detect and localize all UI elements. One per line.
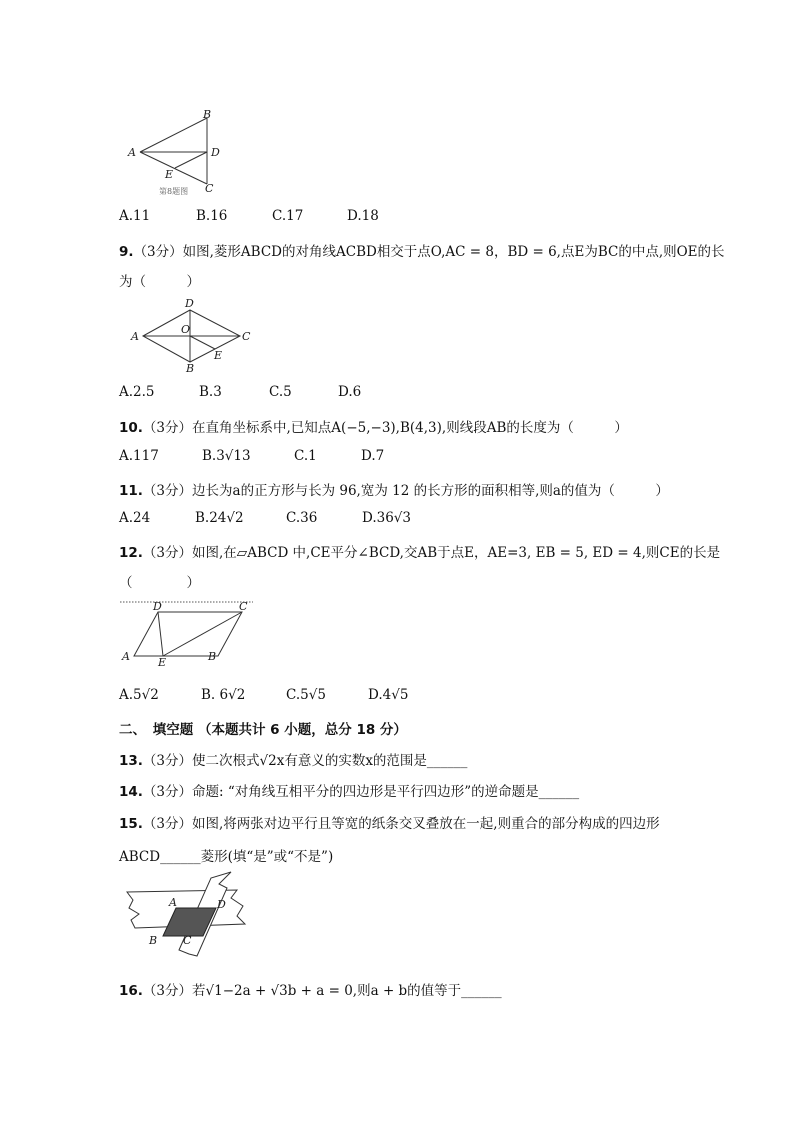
q9-option-c: C.5 — [269, 384, 292, 400]
q8-label-E: E — [165, 168, 174, 181]
q15-label-B: B — [149, 934, 158, 947]
q9-number: 9. — [119, 244, 134, 260]
q13-line — [119, 749, 467, 769]
q8-figure — [125, 108, 230, 198]
q16-line — [119, 979, 502, 999]
q11-text: 边长为a的正方形与长为 96,宽为 12 的长方形的面积相等,则a的值为（ ） — [192, 483, 669, 499]
q9-option-d: D.6 — [338, 384, 362, 400]
q12-label-B: B — [208, 650, 217, 663]
q12-label-C: C — [239, 600, 248, 613]
q8-option-c: C.17 — [272, 208, 304, 224]
q13-number: 13. — [119, 753, 143, 769]
q12-line1 — [119, 541, 720, 561]
q14-line — [119, 780, 579, 800]
q11-number: 11. — [119, 483, 143, 499]
q14-text: 命题: “对角线互相平分的四边形是平行四边形”的逆命题是______ — [192, 784, 580, 800]
q16-number: 16. — [119, 983, 143, 999]
q11-option-c: C.36 — [286, 510, 318, 526]
q16-score: （3分） — [142, 983, 193, 999]
q12-number: 12. — [119, 545, 143, 561]
q12-option-d: D.4√5 — [368, 687, 409, 703]
q9-line2: 为（ ） — [119, 274, 200, 290]
q10-option-b: B.3√13 — [202, 448, 251, 464]
q10-option-c: C.1 — [294, 448, 317, 464]
q8-option-a: A.11 — [119, 208, 151, 224]
q10-line — [119, 416, 628, 436]
q10-number: 10. — [119, 420, 143, 436]
q9-line1 — [119, 240, 725, 260]
q9-label-D: D — [185, 297, 194, 310]
q9-label-O: O — [181, 323, 191, 336]
q15-label-A: A — [169, 896, 177, 909]
q12-label-E: E — [158, 656, 167, 668]
q15-line1 — [119, 812, 660, 832]
q15-label-C: C — [183, 934, 192, 947]
q13-text: 使二次根式√2x有意义的实数x的范围是______ — [192, 753, 468, 769]
q10-option-a: A.117 — [119, 448, 159, 464]
q9-option-b: B.3 — [199, 384, 222, 400]
q12-option-b: B. 6√2 — [201, 687, 246, 703]
q11-option-a: A.24 — [119, 510, 151, 526]
q9-figure — [128, 296, 258, 374]
q10-score: （3分） — [142, 420, 193, 436]
q15-number: 15. — [119, 816, 143, 832]
q12-label-D: D — [153, 600, 162, 613]
q14-number: 14. — [119, 784, 143, 800]
q8-option-b: B.16 — [196, 208, 228, 224]
q9-label-A: A — [131, 330, 139, 343]
q12-label-A: A — [122, 650, 130, 663]
q8-label-B: B — [203, 108, 212, 121]
q15-label-D: D — [217, 898, 226, 911]
q12-figure — [118, 598, 258, 668]
q11-score: （3分） — [142, 483, 193, 499]
q15-figure — [119, 870, 254, 960]
q12-option-c: C.5√5 — [286, 687, 326, 703]
q14-score: （3分） — [142, 784, 193, 800]
q11-option-d: D.36√3 — [362, 510, 412, 526]
q12-line2: （ ） — [119, 575, 200, 591]
q8-label-A: A — [128, 146, 136, 159]
q8-label-C: C — [205, 182, 214, 195]
q10-text: 在直角坐标系中,已知点A(−5,−3),B(4,3),则线段AB的长度为（ ） — [192, 420, 628, 436]
q12-option-a: A.5√2 — [119, 687, 159, 703]
q8-label-D: D — [211, 146, 220, 159]
q10-option-d: D.7 — [361, 448, 385, 464]
q9-text1: 如图,菱形ABCD的对角线ACBD相交于点O,AC = 8，BD = 6,点E为BC的中点,则OE的长 — [182, 244, 725, 260]
q15-line2: ABCD______菱形(填“是”或“不是”) — [119, 849, 334, 865]
q9-score: （3分） — [133, 244, 183, 260]
section2-title: 二、 填空题 （本题共计 6 小题，总分 18 分） — [119, 722, 407, 738]
q15-score: （3分） — [142, 816, 193, 832]
q16-text: 若√1−2a + √3b + a = 0,则a + b的值等于______ — [192, 983, 502, 999]
q9-label-C: C — [242, 330, 251, 343]
q8-caption: 第8题图 — [159, 187, 189, 196]
q9-label-B: B — [186, 362, 195, 374]
q12-score: （3分） — [142, 545, 193, 561]
q11-option-b: B.24√2 — [195, 510, 244, 526]
q9-label-E: E — [214, 349, 223, 362]
q8-option-d: D.18 — [347, 208, 379, 224]
q9-option-a: A.2.5 — [119, 384, 155, 400]
q13-score: （3分） — [142, 753, 193, 769]
q12-text1: 如图,在▱ABCD 中,CE平分∠BCD,交AB于点E，AE=3, EB = 5, ED = 4,则CE的长是 — [192, 545, 721, 561]
q11-line — [119, 479, 669, 499]
q15-text1: 如图,将两张对边平行且等宽的纸条交叉叠放在一起,则重合的部分构成的四边形 — [192, 816, 660, 832]
